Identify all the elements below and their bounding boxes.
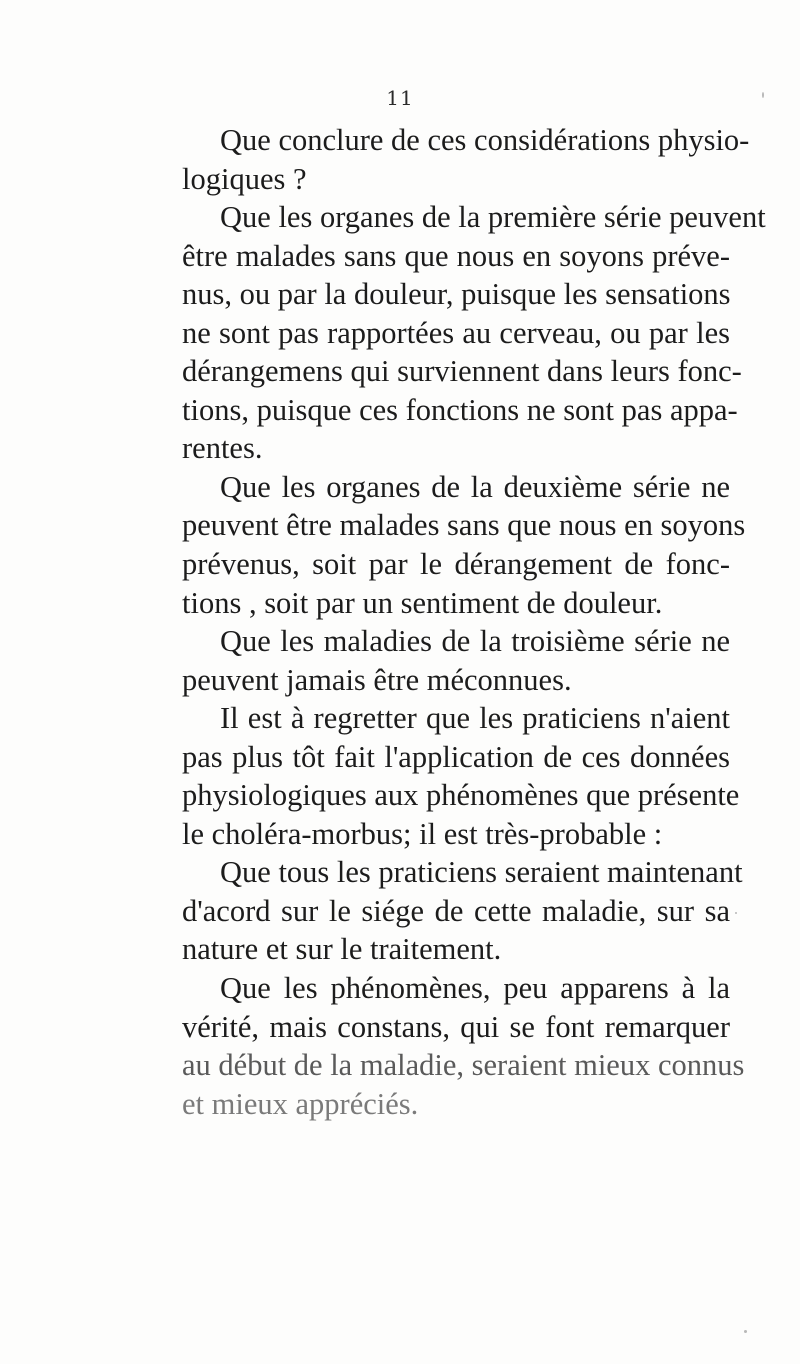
text-line: nature et sur le traitement.: [182, 932, 502, 967]
text-line: le choléra-morbus; il est très-probable :: [182, 816, 663, 851]
text-line: ne sont pas rapportées au cerveau, ou par les: [182, 315, 730, 350]
text-line: vérité, mais constans, qui se font remarquer: [182, 1009, 730, 1044]
body-text: [182, 121, 766, 1123]
text-line: peuvent jamais être méconnues.: [182, 662, 572, 697]
scan-speck: [762, 92, 764, 98]
text-line: pas plus tôt fait l'application de ces données: [182, 739, 730, 774]
text-line: dérangemens qui surviennent dans leurs fonc-: [182, 354, 742, 389]
text-line: Que tous les praticiens seraient maintenant: [220, 855, 743, 890]
text-line: d'acord sur le siége de cette maladie, sur sa: [182, 893, 730, 928]
text-line: logiques ?: [182, 161, 307, 196]
text-line: Que les organes de la deuxième série ne: [220, 469, 730, 504]
text-line: Il est à regretter que les praticiens n'aient: [220, 701, 730, 736]
text-line: Que les maladies de la troisième série ne: [220, 624, 730, 659]
text-line: Que les organes de la première série peuvent: [220, 200, 766, 235]
text-line: et mieux appréciés.: [182, 1086, 419, 1121]
text-line: tions , soit par un sentiment de douleur.: [182, 585, 663, 620]
text-line: prévenus, soit par le dérangement de fonc-: [182, 547, 730, 582]
scan-speck: [735, 912, 737, 914]
text-line: Que conclure de ces considérations physio-: [220, 123, 750, 157]
text-line: physiologiques aux phénomènes que présente: [182, 778, 740, 813]
text-line: tions, puisque ces fonctions ne sont pas appa-: [182, 392, 738, 427]
text-line: nus, ou par la douleur, puisque les sensations: [182, 277, 731, 312]
text-line: au début de la maladie, seraient mieux connus: [182, 1048, 745, 1083]
page-number: 11: [386, 86, 414, 110]
text-line: Que les phénomènes, peu apparens à la: [220, 971, 730, 1006]
text-line: rentes.: [182, 431, 263, 466]
text-line: peuvent être malades sans que nous en soyons: [182, 508, 746, 543]
text-line: être malades sans que nous en soyons préve-: [182, 238, 730, 273]
scan-speck: [744, 1330, 747, 1333]
